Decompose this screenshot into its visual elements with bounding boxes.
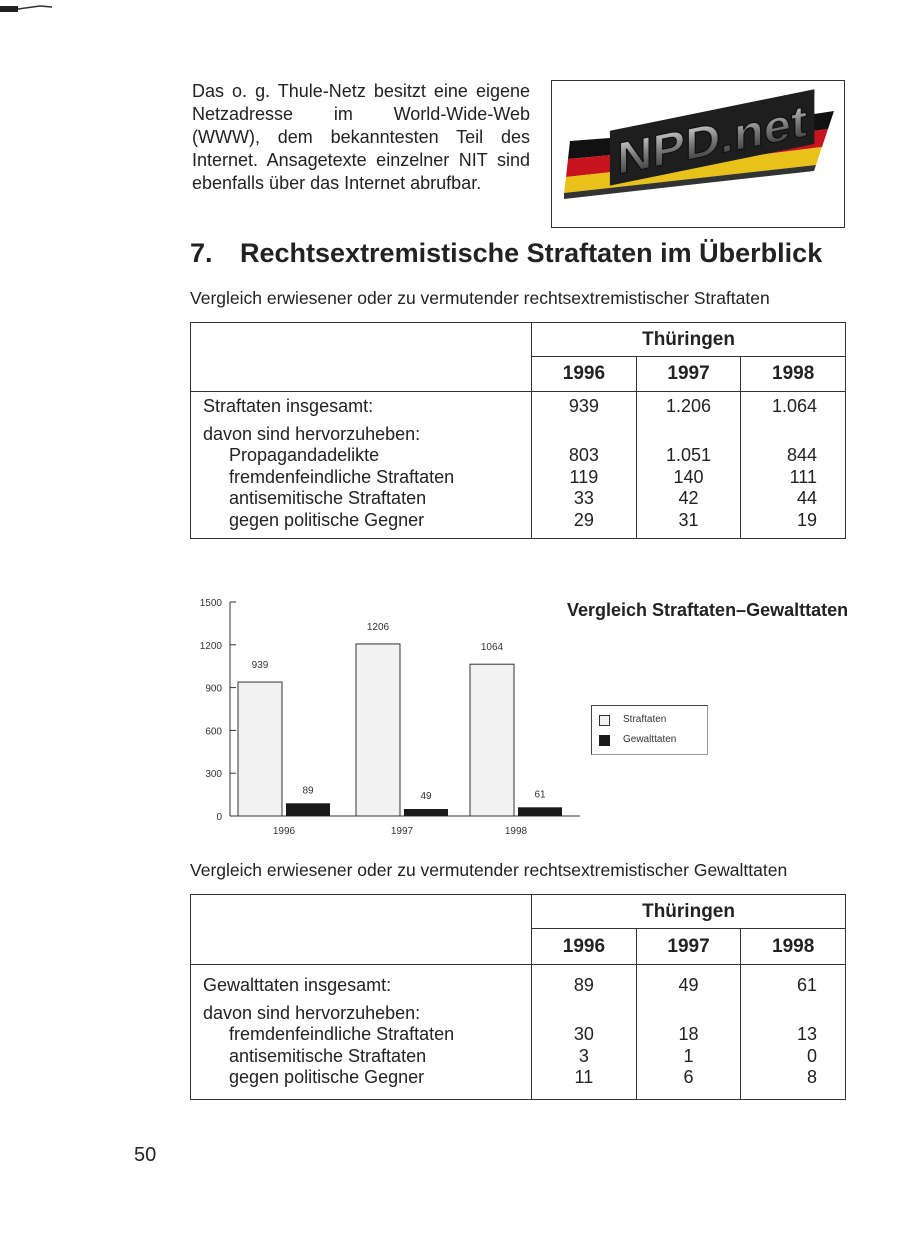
bar-chart: [180, 590, 600, 850]
page-number: 50: [134, 1144, 157, 1166]
bar-gewalttaten: [404, 809, 448, 816]
chart-title: Vergleich Straftaten–Gewalttaten: [567, 600, 849, 620]
table2-row-label: antisemitische Straftaten: [229, 1045, 427, 1066]
table2-cell: 6: [683, 1067, 694, 1088]
table1-row-label: gegen politische Gegner: [229, 509, 425, 530]
table2-year-1997: 1997: [636, 929, 741, 965]
bar-label-gewalttaten: 61: [534, 789, 546, 801]
table2-caption: Vergleich erwiesener oder zu vermutender rechtsextremistischer Gewalttaten: [190, 860, 788, 880]
section-heading: [190, 238, 822, 269]
legend-swatch-gewalttaten: [599, 735, 610, 746]
legend-swatch-straftaten: [599, 715, 610, 726]
bar-straftaten: [238, 682, 282, 816]
table1-caption: Vergleich erwiesener oder zu vermutender rechtsextremistischer Straftaten: [190, 288, 770, 308]
table1-row-label: fremdenfeindliche Straftaten: [229, 466, 455, 487]
section-number: 7.: [190, 238, 213, 268]
y-tick-label: 300: [205, 769, 222, 781]
table2-cell: 3: [578, 1045, 589, 1066]
intro-paragraph: Das o. g. Thule-Netz besitzt eine eigene Netzadresse im World-Wide-Web (WWW), dem bekanntesten Teil des Internet. Ansagetexte einzelner NIT sind ebenfalls über das Internet abrufbar.: [192, 81, 530, 193]
npd-net-logo: [552, 81, 844, 227]
bar-label-gewalttaten: 49: [420, 791, 432, 803]
table2-cell: 8: [806, 1067, 817, 1088]
table2-cell: 30: [573, 1024, 594, 1045]
table1-cell: 939: [568, 396, 599, 416]
x-tick-label: 1996: [272, 826, 296, 837]
table2-total-label: Gewalttaten insgesamt:: [203, 975, 392, 995]
table1-cell: 844: [786, 445, 817, 466]
bar-label-straftaten: 939: [251, 660, 269, 672]
table-gewalttaten: [190, 894, 846, 1100]
table1-cell: 803: [568, 445, 599, 466]
x-tick-label: 1997: [390, 826, 414, 837]
bar-label-straftaten: 1206: [366, 621, 390, 633]
bar-label-straftaten: 1064: [480, 642, 504, 654]
chart-legend: [591, 705, 708, 755]
table1-cell: 140: [673, 466, 704, 487]
table2-cell: 11: [574, 1067, 594, 1088]
table1-total-label: Straftaten insgesamt:: [203, 396, 374, 416]
table2-cell: 0: [806, 1045, 817, 1066]
table2-highlight-label: davon sind hervorzuheben:: [203, 1002, 421, 1023]
table1-cell: 1.064: [771, 396, 817, 416]
table1-cell: 31: [678, 509, 699, 530]
y-tick-label: 1500: [199, 598, 222, 609]
table2-row-label: fremdenfeindliche Straftaten: [229, 1024, 455, 1045]
table2-region: Thüringen: [532, 895, 846, 929]
y-tick-label: 0: [216, 812, 222, 823]
bar-gewalttaten: [518, 807, 562, 816]
x-tick-label: 1998: [504, 826, 528, 837]
table1-year-1996: 1996: [532, 357, 637, 392]
table2-cell: 49: [678, 975, 699, 995]
table1-cell: 33: [573, 488, 594, 509]
table1-row-label: antisemitische Straftaten: [229, 488, 427, 509]
table2-cell: 89: [573, 975, 594, 995]
table2-cell: 18: [678, 1024, 699, 1045]
table2-cell: 13: [796, 1024, 817, 1045]
bar-straftaten: [356, 644, 400, 816]
logo-text: NPD.net: [617, 96, 800, 185]
table1-region: Thüringen: [532, 323, 846, 357]
bar-straftaten: [470, 664, 514, 816]
table1-cell: 42: [678, 488, 699, 509]
table1-row-label: Propagandadelikte: [229, 445, 380, 466]
legend-label-gewalttaten: Gewalttaten: [623, 734, 677, 745]
table2-cell: 1: [683, 1045, 694, 1066]
table2-year-1996: 1996: [532, 929, 637, 965]
table1-cell: 44: [796, 488, 817, 509]
bar-gewalttaten: [286, 803, 330, 816]
table1-cell: 111: [789, 466, 817, 487]
table1-year-1998: 1998: [772, 363, 815, 384]
y-tick-label: 600: [205, 726, 222, 738]
y-tick-label: 1200: [199, 640, 222, 652]
table2-cell: 61: [796, 975, 817, 995]
bar-label-gewalttaten: 89: [302, 785, 314, 797]
table-straftaten: [190, 322, 846, 539]
table1-cell: 1.206: [665, 396, 712, 416]
section-title: Rechtsextremistische Straftaten im Überblick: [240, 238, 823, 268]
table2-row-label: gegen politische Gegner: [229, 1067, 425, 1088]
corner-mark: [0, 0, 60, 18]
table1-cell: 19: [796, 509, 817, 530]
table1-highlight-label: davon sind hervorzuheben:: [203, 423, 421, 444]
npd-net-logo-box: [551, 80, 845, 228]
legend-label-straftaten: Straftaten: [623, 714, 667, 725]
table1-year-1997: 1997: [636, 357, 741, 392]
table1-cell: 29: [573, 509, 594, 530]
table2-year-1998: 1998: [772, 936, 815, 957]
y-tick-label: 900: [205, 683, 222, 695]
table1-cell: 119: [569, 466, 599, 487]
table1-cell: 1.051: [665, 445, 712, 466]
